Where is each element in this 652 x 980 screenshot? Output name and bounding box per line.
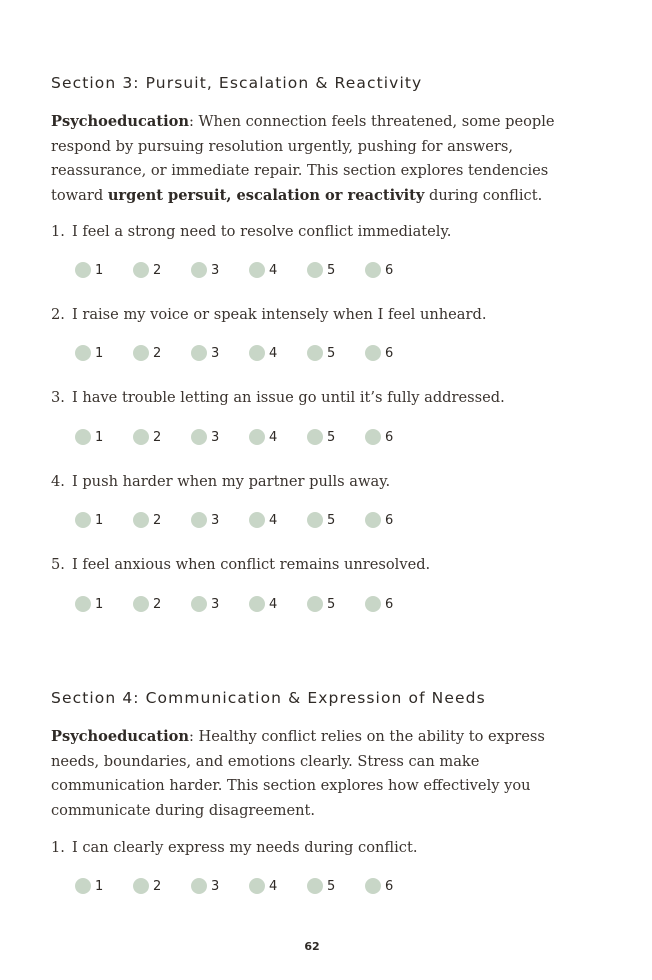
radio-circle[interactable] xyxy=(365,596,381,612)
rating-option[interactable] xyxy=(249,878,307,894)
rating-option-label: 6 xyxy=(385,262,394,278)
question xyxy=(51,306,486,323)
radio-circle[interactable] xyxy=(249,345,265,361)
rating-option-label: 6 xyxy=(385,878,394,894)
psychoeducation-text: : When connection feels threatened, some people respond by pursuing resolution urgently, pushing for answers, reassurance, or immediate repair. This section explores tendencies toward xyxy=(51,113,555,204)
radio-circle[interactable] xyxy=(133,878,149,894)
rating-option[interactable] xyxy=(191,878,249,894)
rating-option-label: 4 xyxy=(269,596,278,612)
section-4-title: Section 4: Communication & Expression of Needs xyxy=(51,689,486,707)
rating-option[interactable] xyxy=(249,262,307,278)
rating-option-label: 3 xyxy=(211,345,220,361)
rating-option-label: 3 xyxy=(211,878,220,894)
radio-circle[interactable] xyxy=(365,429,381,445)
question-number: 4. xyxy=(51,473,65,490)
radio-circle[interactable] xyxy=(75,429,91,445)
rating-option[interactable] xyxy=(133,262,191,278)
rating-option[interactable] xyxy=(365,596,423,612)
rating-option-label: 2 xyxy=(153,878,162,894)
rating-option-label: 3 xyxy=(211,512,220,528)
rating-option-label: 5 xyxy=(327,429,336,445)
question-text: I feel a strong need to resolve conflict immediately. xyxy=(71,223,452,240)
rating-option[interactable] xyxy=(191,262,249,278)
rating-scale xyxy=(75,877,423,895)
rating-option[interactable] xyxy=(75,596,133,612)
rating-scale xyxy=(75,261,423,279)
radio-circle[interactable] xyxy=(307,262,323,278)
rating-option[interactable] xyxy=(249,429,307,445)
rating-option-label: 5 xyxy=(327,512,336,528)
radio-circle[interactable] xyxy=(307,596,323,612)
rating-option[interactable] xyxy=(75,262,133,278)
radio-circle[interactable] xyxy=(249,429,265,445)
rating-option-label: 2 xyxy=(153,429,162,445)
radio-circle[interactable] xyxy=(307,345,323,361)
rating-option-label: 1 xyxy=(95,262,104,278)
psychoeducation-text: : Healthy conflict relies on the ability to express needs, boundaries, and emotions clearly. Stress can make communication harder. This section explores how effectively you communicate during disagreement. xyxy=(51,728,545,819)
page-number: 62 xyxy=(304,940,320,953)
radio-circle[interactable] xyxy=(249,878,265,894)
rating-option[interactable] xyxy=(307,345,365,361)
radio-circle[interactable] xyxy=(365,345,381,361)
radio-circle[interactable] xyxy=(191,262,207,278)
rating-option-label: 6 xyxy=(385,596,394,612)
radio-circle[interactable] xyxy=(365,512,381,528)
radio-circle[interactable] xyxy=(133,262,149,278)
radio-circle[interactable] xyxy=(191,878,207,894)
psychoeducation-label: Psychoeducation xyxy=(51,728,189,745)
question xyxy=(51,839,417,856)
rating-option[interactable] xyxy=(307,878,365,894)
rating-option[interactable] xyxy=(307,429,365,445)
rating-option[interactable] xyxy=(249,596,307,612)
rating-option[interactable] xyxy=(133,596,191,612)
rating-scale xyxy=(75,511,423,529)
psychoeducation-emphasis: urgent persuit, escalation or reactivity xyxy=(107,186,425,204)
rating-option-label: 2 xyxy=(153,512,162,528)
radio-circle[interactable] xyxy=(191,512,207,528)
rating-option-label: 4 xyxy=(269,878,278,894)
rating-scale xyxy=(75,344,423,362)
question-number: 3. xyxy=(51,389,65,406)
section-3-psychoeducation xyxy=(51,110,581,208)
rating-option-label: 2 xyxy=(153,262,162,278)
radio-circle[interactable] xyxy=(75,345,91,361)
radio-circle[interactable] xyxy=(133,345,149,361)
rating-option-label: 6 xyxy=(385,512,394,528)
radio-circle[interactable] xyxy=(307,429,323,445)
question-text: I have trouble letting an issue go until it’s fully addressed. xyxy=(71,389,505,406)
rating-option[interactable] xyxy=(307,596,365,612)
rating-option-label: 3 xyxy=(211,262,220,278)
rating-scale xyxy=(75,595,423,613)
radio-circle[interactable] xyxy=(191,429,207,445)
rating-option[interactable] xyxy=(249,512,307,528)
section-4-psychoeducation xyxy=(51,725,581,823)
question-text: I raise my voice or speak intensely when I feel unheard. xyxy=(71,306,487,323)
rating-option[interactable] xyxy=(75,429,133,445)
radio-circle[interactable] xyxy=(365,878,381,894)
radio-circle[interactable] xyxy=(75,596,91,612)
radio-circle[interactable] xyxy=(133,512,149,528)
rating-option[interactable] xyxy=(365,878,423,894)
question-number: 2. xyxy=(51,306,65,323)
rating-option-label: 1 xyxy=(95,878,104,894)
question-text: I feel anxious when conflict remains unresolved. xyxy=(71,556,431,573)
radio-circle[interactable] xyxy=(133,429,149,445)
rating-option-label: 1 xyxy=(95,345,104,361)
rating-option-label: 1 xyxy=(95,429,104,445)
radio-circle[interactable] xyxy=(75,512,91,528)
rating-option-label: 3 xyxy=(211,429,220,445)
radio-circle[interactable] xyxy=(249,596,265,612)
rating-option-label: 6 xyxy=(385,345,394,361)
rating-option-label: 2 xyxy=(153,596,162,612)
rating-option-label: 5 xyxy=(327,596,336,612)
rating-option-label: 3 xyxy=(211,596,220,612)
radio-circle[interactable] xyxy=(365,262,381,278)
rating-option-label: 6 xyxy=(385,429,394,445)
rating-option[interactable] xyxy=(307,512,365,528)
rating-option-label: 1 xyxy=(95,596,104,612)
section-3-title: Section 3: Pursuit, Escalation & Reactivity xyxy=(51,74,423,92)
question-text: I push harder when my partner pulls away. xyxy=(71,473,391,490)
rating-option[interactable] xyxy=(365,345,423,361)
rating-option[interactable] xyxy=(365,512,423,528)
question-number: 5. xyxy=(51,556,65,573)
psychoeducation-text-end: during conflict. xyxy=(424,186,543,204)
rating-scale xyxy=(75,428,423,446)
rating-option-label: 4 xyxy=(269,429,278,445)
rating-option[interactable] xyxy=(133,345,191,361)
rating-option[interactable] xyxy=(307,262,365,278)
rating-option[interactable] xyxy=(249,345,307,361)
radio-circle[interactable] xyxy=(307,512,323,528)
rating-option-label: 5 xyxy=(327,262,336,278)
question-number: 1. xyxy=(51,839,65,856)
question xyxy=(51,556,430,573)
radio-circle[interactable] xyxy=(249,262,265,278)
radio-circle[interactable] xyxy=(191,345,207,361)
rating-option-label: 5 xyxy=(327,878,336,894)
rating-option-label: 4 xyxy=(269,262,278,278)
rating-option[interactable] xyxy=(191,345,249,361)
rating-option[interactable] xyxy=(75,512,133,528)
question xyxy=(51,223,451,240)
radio-circle[interactable] xyxy=(249,512,265,528)
question-text: I can clearly express my needs during conflict. xyxy=(71,839,418,856)
rating-option-label: 2 xyxy=(153,345,162,361)
question xyxy=(51,389,505,406)
rating-option[interactable] xyxy=(75,345,133,361)
rating-option-label: 1 xyxy=(95,512,104,528)
radio-circle[interactable] xyxy=(307,878,323,894)
rating-option[interactable] xyxy=(191,596,249,612)
rating-option-label: 4 xyxy=(269,512,278,528)
rating-option-label: 4 xyxy=(269,345,278,361)
rating-option[interactable] xyxy=(133,512,191,528)
rating-option[interactable] xyxy=(191,429,249,445)
rating-option[interactable] xyxy=(75,878,133,894)
question xyxy=(51,473,390,490)
radio-circle[interactable] xyxy=(75,262,91,278)
rating-option[interactable] xyxy=(191,512,249,528)
radio-circle[interactable] xyxy=(191,596,207,612)
question-number: 1. xyxy=(51,223,65,240)
rating-option[interactable] xyxy=(133,429,191,445)
rating-option[interactable] xyxy=(365,429,423,445)
rating-option-label: 5 xyxy=(327,345,336,361)
rating-option[interactable] xyxy=(133,878,191,894)
psychoeducation-label: Psychoeducation xyxy=(51,113,189,130)
radio-circle[interactable] xyxy=(133,596,149,612)
radio-circle[interactable] xyxy=(75,878,91,894)
rating-option[interactable] xyxy=(365,262,423,278)
